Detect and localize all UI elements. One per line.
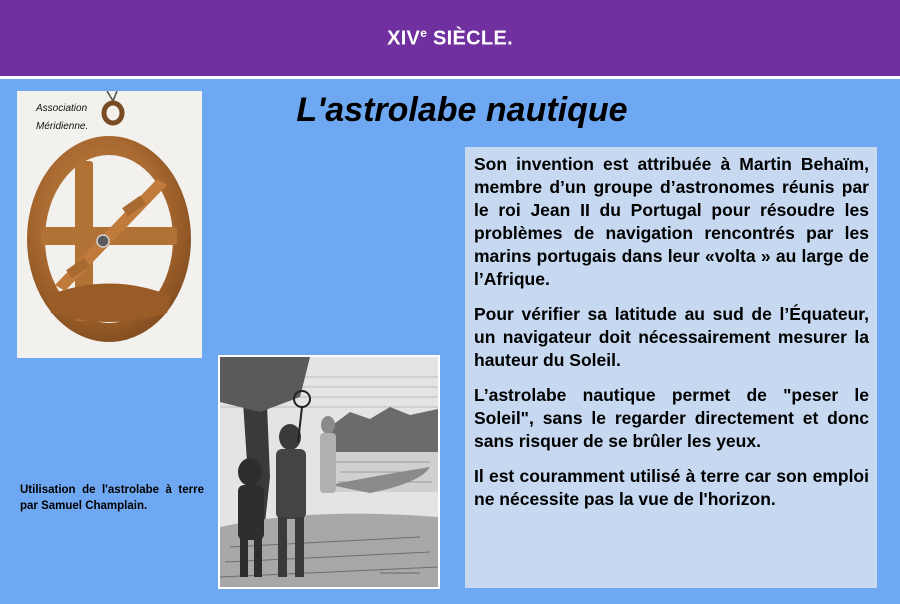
paragraph: Pour vérifier sa latitude au sud de l’Équateur, un navigateur doit nécessairement mesurer la hauteur du Soleil.: [474, 304, 869, 370]
header-divider: [0, 76, 900, 79]
champlain-engraving: [218, 355, 440, 589]
photo-credit: [36, 100, 88, 136]
engraving-illustration: [220, 357, 438, 587]
astrolabe-photo: [17, 91, 202, 358]
paragraph: L’astrolabe nautique permet de "peser le Soleil", sans le regarder directement et donc sans risquer de se brûler les yeux.: [474, 385, 869, 451]
paragraph: Il est couramment utilisé à terre car son emploi ne nécessite pas la vue de l'horizon.: [474, 466, 869, 509]
text-panel: [465, 147, 877, 588]
paragraph: Son invention est attribuée à Martin Behaïm, membre d’un groupe d’astronomes réunis par le roi Jean II du Portugal pour résoudre les problèmes de navigation rencontrés par les marins portugais dans leur «volta » au large de l’Afrique.: [474, 154, 869, 289]
engraving-caption: Utilisation de l'astrolabe à terre par Samuel Champlain.: [20, 484, 204, 512]
century-numeral: XIV: [387, 27, 421, 50]
century-superscript: e: [420, 26, 428, 40]
century-word: SIÈCLE.: [427, 27, 513, 50]
credit-line: Association: [36, 103, 88, 114]
page-title: L'astrolabe nautique: [296, 91, 628, 129]
century-title: [0, 26, 900, 51]
header-banner: [0, 0, 900, 76]
credit-line: Méridienne.: [36, 121, 89, 132]
